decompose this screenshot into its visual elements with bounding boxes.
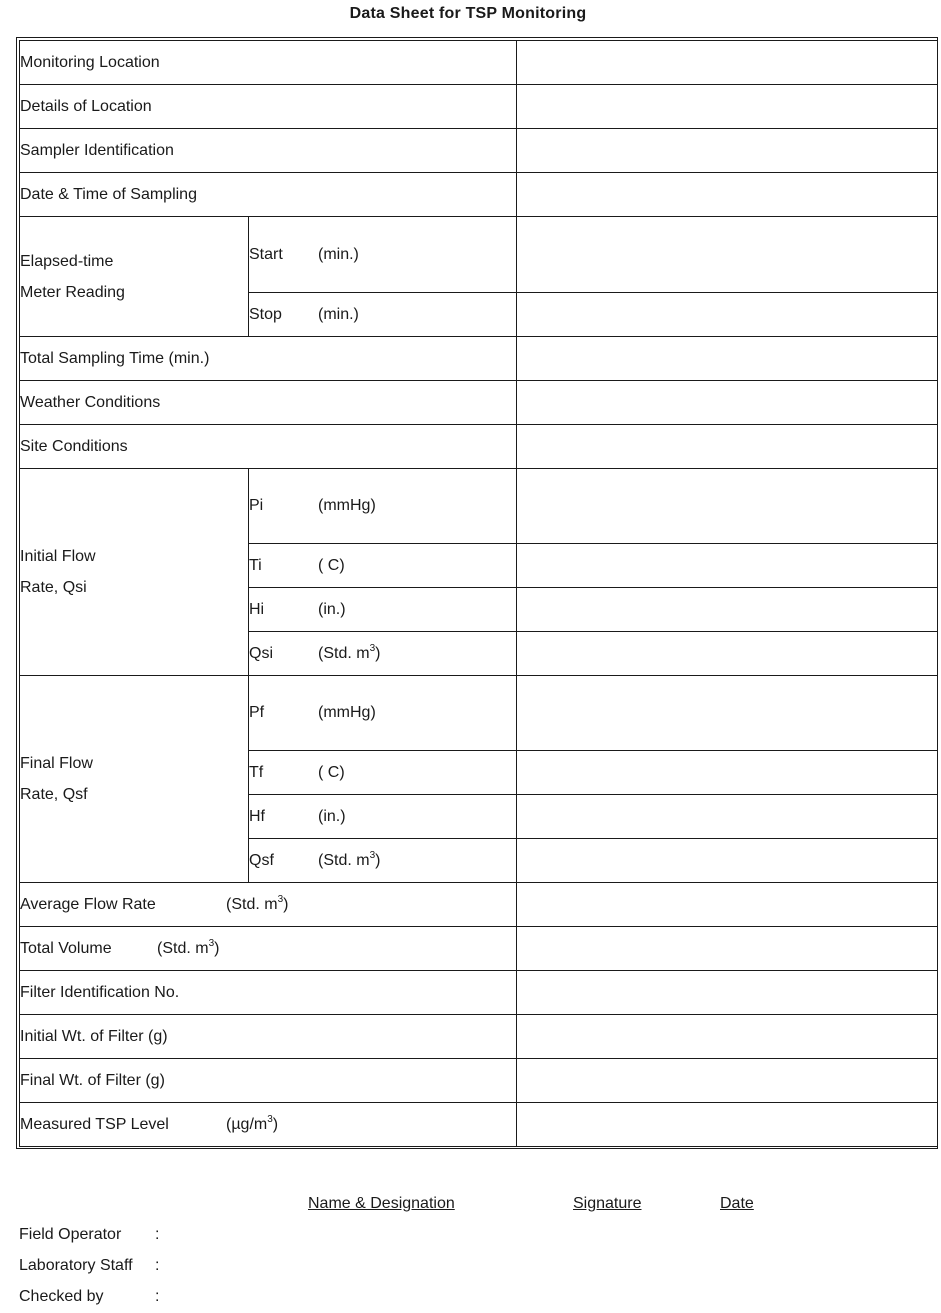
qsi-unit-superscript: 3 [369, 642, 376, 654]
total-volume-label [20, 927, 517, 971]
final-wt-label: Final Wt. of Filter (g) [20, 1059, 517, 1103]
qsi-unit: (Std. m [318, 644, 370, 662]
start-label [249, 217, 517, 293]
table-row [20, 41, 938, 85]
laboratory-staff-colon: : [155, 1257, 160, 1274]
field-operator-colon: : [155, 1226, 160, 1243]
tf-value[interactable] [517, 751, 938, 795]
initial-flow-label [20, 469, 249, 676]
pi-label [249, 469, 517, 544]
table-row [20, 927, 938, 971]
average-flow-rate-unit: (Std. m [226, 895, 278, 913]
table-row [20, 1015, 938, 1059]
monitoring-location-label: Monitoring Location [20, 41, 517, 85]
hf-unit: (in.) [318, 807, 346, 825]
weather-conditions-value[interactable] [517, 381, 938, 425]
measured-tsp-value[interactable] [517, 1103, 938, 1147]
total-volume-superscript: 3 [208, 937, 215, 949]
details-of-location-value[interactable] [517, 85, 938, 129]
measured-tsp-superscript: 3 [267, 1113, 273, 1125]
pf-label [249, 676, 517, 751]
qsf-symbol: Qsf [249, 851, 274, 869]
page-title: Data Sheet for TSP Monitoring [349, 5, 587, 22]
ti-unit: ( C) [318, 556, 345, 574]
monitoring-location-value[interactable] [517, 41, 938, 85]
average-flow-rate-superscript: 3 [277, 893, 284, 905]
pi-symbol: Pi [249, 497, 264, 514]
start-value[interactable] [517, 217, 938, 293]
tf-unit: ( C) [318, 763, 345, 781]
total-volume-text: Total Volume [20, 939, 112, 957]
checked-by-colon: : [155, 1288, 160, 1305]
filter-id-label: Filter Identification No. [20, 971, 517, 1015]
hf-value[interactable] [517, 795, 938, 839]
laboratory-staff-label: Laboratory Staff [19, 1257, 133, 1274]
pf-symbol: Pf [249, 704, 265, 721]
total-sampling-time-value[interactable] [517, 337, 938, 381]
total-volume-close: ) [214, 939, 220, 957]
elapsed-time-label [20, 217, 249, 337]
total-volume-value[interactable] [517, 927, 938, 971]
initial-flow-line1: Initial Flow [20, 548, 96, 565]
hi-unit: (in.) [318, 600, 346, 618]
field-operator-label: Field Operator [19, 1226, 122, 1243]
sampler-identification-label: Sampler Identification [20, 129, 517, 173]
table-row [20, 469, 938, 544]
table-row [20, 337, 938, 381]
measured-tsp-unit: (µg/m [226, 1115, 268, 1133]
stop-unit: (min.) [318, 305, 359, 323]
qsi-unit-close: ) [375, 644, 381, 662]
pi-value[interactable] [517, 469, 938, 544]
final-flow-line2: Rate, Qsf [20, 786, 88, 803]
table-row [20, 1059, 938, 1103]
pi-unit: (mmHg) [318, 497, 376, 514]
qsi-symbol: Qsi [249, 644, 273, 662]
data-sheet-table [19, 40, 938, 1147]
table-row [20, 971, 938, 1015]
average-flow-rate-value[interactable] [517, 883, 938, 927]
qsf-unit-close: ) [375, 851, 381, 869]
stop-symbol: Stop [249, 305, 282, 323]
table-row [20, 85, 938, 129]
signature-heading: Signature [573, 1195, 642, 1212]
checked-by-label: Checked by [19, 1288, 104, 1305]
initial-wt-label: Initial Wt. of Filter (g) [20, 1015, 517, 1059]
average-flow-rate-close: ) [283, 895, 289, 913]
final-flow-line1: Final Flow [20, 755, 93, 772]
final-flow-label [20, 676, 249, 883]
stop-label [249, 293, 517, 337]
measured-tsp-label [20, 1103, 517, 1147]
date-time-value[interactable] [517, 173, 938, 217]
average-flow-rate-label [20, 883, 517, 927]
ti-value[interactable] [517, 544, 938, 588]
qsi-value[interactable] [517, 632, 938, 676]
table-row [20, 425, 938, 469]
qsf-unit: (Std. m [318, 851, 370, 869]
qsf-value[interactable] [517, 839, 938, 883]
table-row [20, 217, 938, 293]
qsf-label [249, 839, 517, 883]
date-time-label: Date & Time of Sampling [20, 173, 517, 217]
initial-flow-line2: Rate, Qsi [20, 579, 87, 596]
elapsed-time-line1: Elapsed-time [20, 252, 114, 270]
pf-value[interactable] [517, 676, 938, 751]
weather-conditions-label: Weather Conditions [20, 381, 517, 425]
hi-label [249, 588, 517, 632]
total-sampling-time-label: Total Sampling Time (min.) [20, 337, 517, 381]
measured-tsp-close: ) [272, 1115, 279, 1133]
start-symbol: Start [249, 245, 283, 263]
hf-symbol: Hf [249, 807, 265, 825]
final-wt-value[interactable] [517, 1059, 938, 1103]
ti-symbol: Ti [249, 556, 262, 574]
sampler-identification-value[interactable] [517, 129, 938, 173]
qsi-label [249, 632, 517, 676]
start-unit: (min.) [318, 245, 359, 263]
initial-wt-value[interactable] [517, 1015, 938, 1059]
table-row [20, 173, 938, 217]
date-heading: Date [720, 1195, 754, 1212]
ti-label [249, 544, 517, 588]
table-row [20, 676, 938, 751]
tf-label [249, 751, 517, 795]
pf-unit: (mmHg) [318, 704, 376, 721]
hi-value[interactable] [517, 588, 938, 632]
table-row [20, 1103, 938, 1147]
tf-symbol: Tf [249, 763, 264, 781]
site-conditions-value[interactable] [517, 425, 938, 469]
table-row [20, 883, 938, 927]
table-row [20, 129, 938, 173]
total-volume-unit: (Std. m [157, 939, 209, 957]
filter-id-value[interactable] [517, 971, 938, 1015]
hf-label [249, 795, 517, 839]
stop-value[interactable] [517, 293, 938, 337]
name-designation-heading: Name & Designation [308, 1195, 455, 1212]
elapsed-time-line2: Meter Reading [20, 283, 125, 301]
details-of-location-label: Details of Location [20, 85, 517, 129]
qsf-unit-superscript: 3 [369, 849, 376, 861]
table-row [20, 381, 938, 425]
measured-tsp-text: Measured TSP Level [20, 1115, 169, 1133]
hi-symbol: Hi [249, 600, 265, 618]
site-conditions-label: Site Conditions [20, 425, 517, 469]
average-flow-rate-text: Average Flow Rate [20, 895, 156, 913]
